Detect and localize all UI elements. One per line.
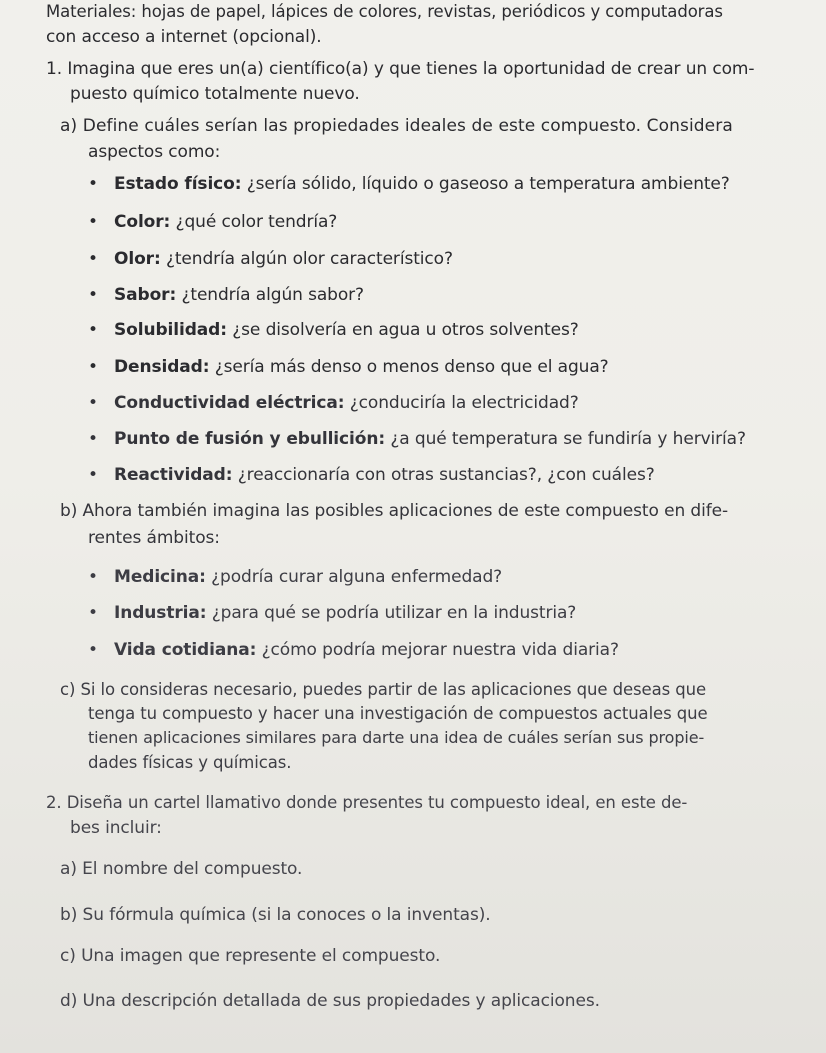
poster-item-imagen: c) Una imagen que represente el compuesto. bbox=[60, 946, 441, 966]
question-1b-line-1: b) Ahora también imagina las posibles aplicaciones de este compuesto en dife- bbox=[60, 501, 729, 521]
property-question: ¿reaccionaría con otras sustancias?, ¿con cuáles? bbox=[232, 465, 655, 485]
application-item-medicina bbox=[88, 566, 503, 588]
question-1-line-1: 1. Imagina que eres un(a) científico(a) y que tienes la oportunidad de crear un com- bbox=[46, 59, 755, 79]
bullet: • bbox=[88, 320, 98, 340]
bullet: • bbox=[88, 567, 98, 587]
question-2-line-2: bes incluir: bbox=[70, 818, 162, 838]
property-question: ¿sería sólido, líquido o gaseoso a temperatura ambiente? bbox=[241, 174, 730, 194]
property-question: ¿tendría algún sabor? bbox=[176, 285, 364, 305]
application-question: ¿cómo podría mejorar nuestra vida diaria? bbox=[256, 640, 619, 660]
question-1a-line-2: aspectos como: bbox=[88, 142, 221, 162]
question-1a-line-1: a) Define cuáles serían las propiedades ideales de este compuesto. Considera bbox=[60, 116, 733, 136]
question-1b-line-2: rentes ámbitos: bbox=[88, 528, 220, 548]
question-2-line-1: 2. Diseña un cartel llamativo donde presentes tu compuesto ideal, en este de- bbox=[46, 793, 688, 812]
application-item-vida-cotidiana bbox=[88, 639, 619, 661]
property-item-estado-fisico bbox=[88, 173, 730, 195]
property-item-color bbox=[88, 211, 338, 233]
property-question: ¿tendría algún olor característico? bbox=[160, 249, 453, 269]
application-term: Industria: bbox=[114, 603, 207, 623]
bullet: • bbox=[88, 285, 98, 305]
property-question: ¿qué color tendría? bbox=[170, 212, 338, 232]
question-1c-line-3: tienen aplicaciones similares para darte una idea de cuáles serían sus propie- bbox=[88, 728, 705, 747]
bullet: • bbox=[88, 249, 98, 269]
property-item-conductividad bbox=[88, 392, 579, 414]
bullet: • bbox=[88, 429, 98, 449]
property-question: ¿se disolvería en agua u otros solventes? bbox=[226, 320, 579, 340]
property-item-punto-fusion bbox=[88, 428, 746, 450]
property-term: Sabor: bbox=[114, 285, 177, 305]
question-1-line-2: puesto químico totalmente nuevo. bbox=[70, 84, 360, 104]
property-item-solubilidad bbox=[88, 319, 579, 341]
property-question: ¿conduciría la electricidad? bbox=[344, 393, 579, 413]
application-question: ¿para qué se podría utilizar en la industria? bbox=[206, 603, 577, 623]
poster-item-nombre: a) El nombre del compuesto. bbox=[60, 859, 303, 879]
materials-line-1: Materiales: hojas de papel, lápices de colores, revistas, periódicos y computadoras bbox=[46, 2, 723, 21]
property-term: Densidad: bbox=[114, 357, 210, 377]
property-question: ¿a qué temperatura se fundiría y herviría? bbox=[385, 429, 746, 449]
bullet: • bbox=[88, 357, 98, 377]
property-question: ¿sería más denso o menos denso que el agua? bbox=[209, 357, 609, 377]
application-item-industria bbox=[88, 602, 577, 624]
property-term: Punto de fusión y ebullición: bbox=[114, 429, 386, 449]
question-1c-line-1: c) Si lo consideras necesario, puedes partir de las aplicaciones que deseas que bbox=[60, 680, 707, 699]
question-1c-line-2: tenga tu compuesto y hacer una investigación de compuestos actuales que bbox=[88, 704, 708, 723]
application-term: Medicina: bbox=[114, 567, 206, 587]
bullet: • bbox=[88, 465, 98, 485]
bullet: • bbox=[88, 640, 98, 660]
bullet: • bbox=[88, 603, 98, 623]
bullet: • bbox=[88, 174, 98, 194]
bullet: • bbox=[88, 212, 98, 232]
materials-line-2: con acceso a internet (opcional). bbox=[46, 27, 322, 47]
bullet: • bbox=[88, 393, 98, 413]
question-1c-line-4: dades físicas y químicas. bbox=[88, 753, 292, 772]
property-term: Reactividad: bbox=[114, 465, 233, 485]
poster-item-formula: b) Su fórmula química (si la conoces o la inventas). bbox=[60, 905, 491, 925]
property-term: Solubilidad: bbox=[114, 320, 227, 340]
property-term: Olor: bbox=[114, 249, 161, 269]
property-item-reactividad bbox=[88, 464, 655, 486]
property-item-olor bbox=[88, 248, 453, 270]
poster-item-descripcion: d) Una descripción detallada de sus propiedades y aplicaciones. bbox=[60, 991, 600, 1011]
application-term: Vida cotidiana: bbox=[114, 640, 257, 660]
application-question: ¿podría curar alguna enfermedad? bbox=[205, 567, 503, 587]
property-item-sabor bbox=[88, 284, 364, 306]
property-item-densidad bbox=[88, 356, 609, 378]
property-term: Color: bbox=[114, 212, 171, 232]
property-term: Conductividad eléctrica: bbox=[114, 393, 345, 413]
property-term: Estado físico: bbox=[114, 174, 242, 194]
